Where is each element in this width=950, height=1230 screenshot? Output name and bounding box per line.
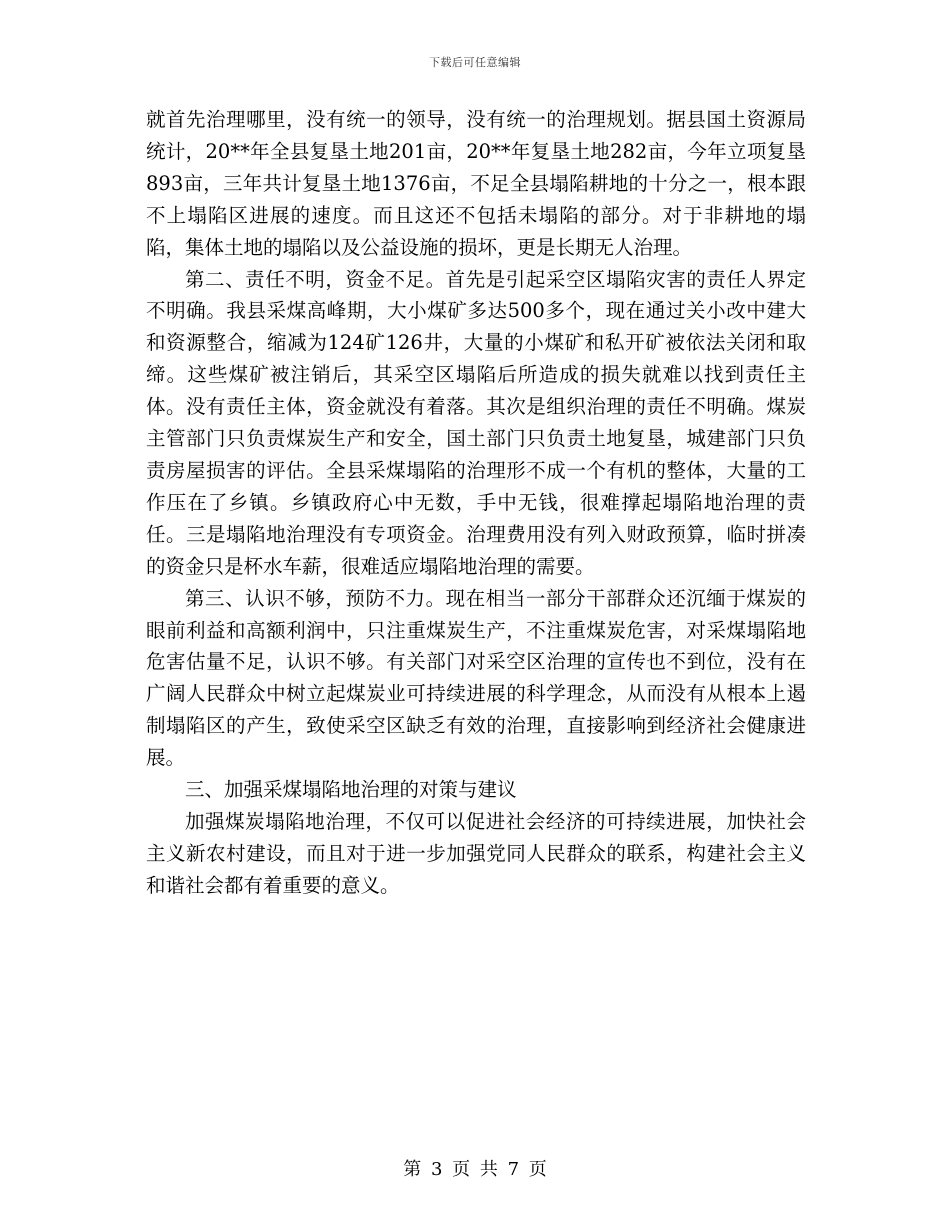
document-body (146, 104, 806, 902)
page-header: 下载后可任意编辑 (429, 56, 521, 69)
section-heading: 三、加强采煤塌陷地治理的对策与建议 (185, 778, 517, 802)
paragraph: 就首先治理哪里，没有统一的领导，没有统一的治理规划。据县国土资源局统计，20**年全县复垦土地201亩，20**年复垦土地282亩，今年立项复垦893亩，三年共计复垦土地1376亩，不足全县塌陷耕地的十分之一，根本跟不上塌陷区进展的速度。而且这还不包括未塌陷的部分。对于非耕地的塌陷，集体土地的塌陷以及公益设施的损坏，更是长期无人治理。 (146, 108, 806, 259)
paragraph: 第三、认识不够，预防不力。现在相当一部分干部群众还沉缅于煤炭的眼前利益和高额利润中，只注重煤炭生产，不注重煤炭危害，对采煤塌陷地危害估量不足，认识不够。有关部门对采空区治理的宣传也不到位，没有在广阔人民群众中树立起煤炭业可持续进展的科学理念，从而没有从根本上遏制塌陷区的产生，致使采空区缺乏有效的治理，直接影响到经济社会健康进展。 (146, 586, 806, 770)
paragraph: 加强煤炭塌陷地治理，不仅可以促进社会经济的可持续进展，加快社会主义新农村建设，而且对于进一步加强党同人民群众的联系，构建社会主义和谐社会都有着重要的意义。 (146, 809, 806, 897)
paragraph: 第二、责任不明，资金不足。首先是引起采空区塌陷灾害的责任人界定不明确。我县采煤高峰期，大小煤矿多达500多个，现在通过关小改中建大和资源整合，缩减为124矿126井，大量的小煤矿和私开矿被依法关闭和取缔。这些煤矿被注销后，其采空区塌陷后所造成的损失就难以找到责任主体。没有责任主体，资金就没有着落。其次是组织治理的责任不明确。煤炭主管部门只负责煤炭生产和安全，国土部门只负责土地复垦，城建部门只负责房屋损害的评估。全县采煤塌陷的治理形不成一个有机的整体，大量的工作压在了乡镇。乡镇政府心中无数，手中无钱，很难撑起塌陷地治理的责任。三是塌陷地治理没有专项资金。治理费用没有列入财政预算，临时拼凑的资金只是杯水车薪，很难适应塌陷地治理的需要。 (146, 267, 806, 578)
page-footer: 第 3 页 共 7 页 (403, 1159, 547, 1180)
